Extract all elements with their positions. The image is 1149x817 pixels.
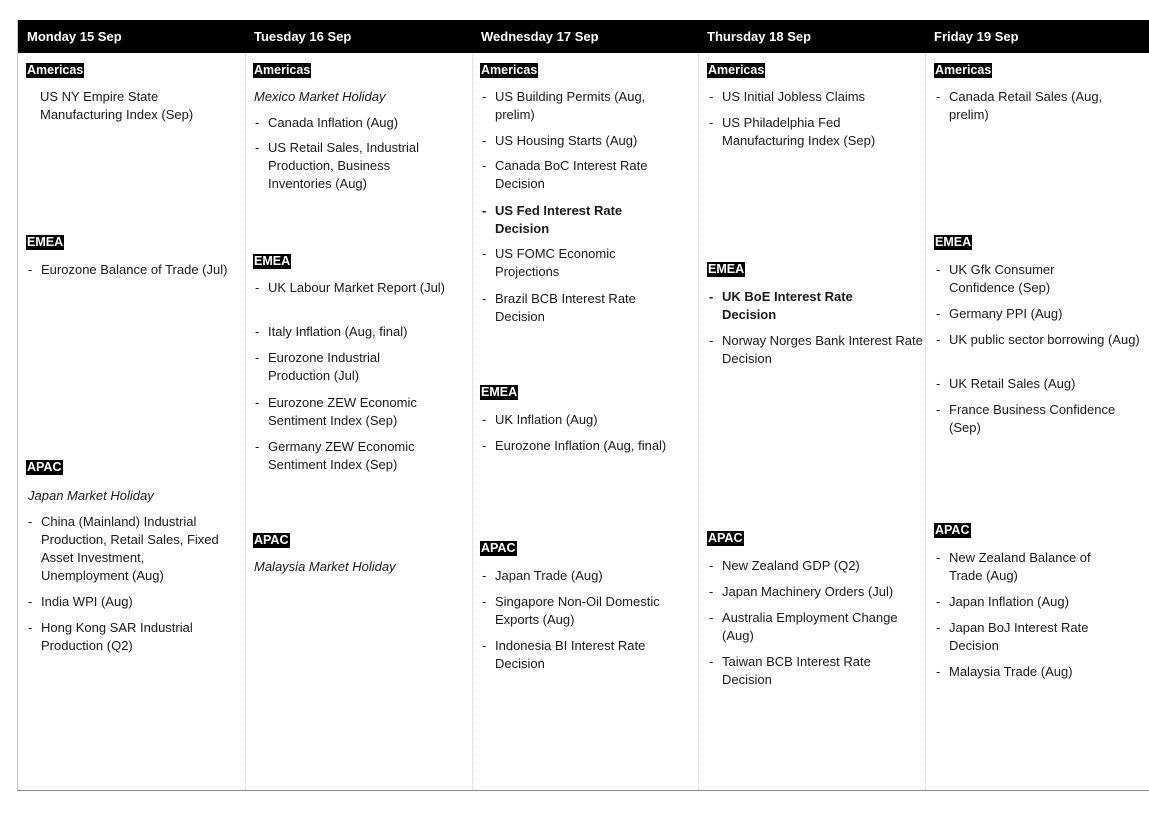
bullet-dash: - xyxy=(482,412,487,427)
region-badge-americas: Americas xyxy=(27,63,84,77)
event-text: Canada Inflation (Aug) xyxy=(268,115,399,130)
region-badge-emea: EMEA xyxy=(708,262,745,276)
event-text: Malaysia Trade (Aug) xyxy=(949,664,1073,679)
event-text: UK Inflation (Aug) xyxy=(495,412,598,427)
bullet-dash: - xyxy=(28,262,33,277)
event-text: New Zealand Balance of Trade (Aug) xyxy=(949,550,1091,583)
event-item xyxy=(709,332,925,368)
event-item xyxy=(936,261,1116,297)
column-divider xyxy=(925,53,926,790)
event-item xyxy=(709,88,919,106)
bullet-dash: - xyxy=(482,203,487,218)
event-item xyxy=(936,331,1146,349)
event-item-key xyxy=(482,202,652,238)
column-divider xyxy=(698,53,699,790)
event-item xyxy=(255,349,435,385)
bullet-dash: - xyxy=(28,620,33,635)
bullet-dash: - xyxy=(482,594,487,609)
region-badge-americas: Americas xyxy=(481,63,538,77)
bullet-dash: - xyxy=(482,158,487,173)
event-item xyxy=(709,653,899,689)
region-badge-emea: EMEA xyxy=(254,254,291,268)
event-text: US Fed Interest Rate Decision xyxy=(495,203,623,236)
event-item xyxy=(709,557,919,575)
region-badge-emea: EMEA xyxy=(481,385,518,399)
bullet-dash: - xyxy=(936,262,941,277)
event-item xyxy=(482,593,692,629)
event-text: Japan Inflation (Aug) xyxy=(949,594,1069,609)
event-item xyxy=(255,279,465,297)
region-badge-americas: Americas xyxy=(254,63,311,77)
event-text: UK BoE Interest Rate Decision xyxy=(722,289,853,322)
bullet-dash: - xyxy=(709,584,714,599)
region-badge-apac: APAC xyxy=(708,531,743,545)
event-text: Eurozone ZEW Economic Sentiment Index (Sep) xyxy=(268,395,417,428)
event-item xyxy=(482,637,672,673)
bullet-dash: - xyxy=(482,638,487,653)
bullet-dash: - xyxy=(255,115,260,130)
event-text: Taiwan BCB Interest Rate Decision xyxy=(722,654,871,687)
bullet-dash: - xyxy=(709,89,714,104)
bullet-dash: - xyxy=(482,568,487,583)
event-item xyxy=(936,401,1146,437)
event-text: US Philadelphia Fed Manufacturing Index (Sep) xyxy=(722,115,876,148)
market-holiday: Japan Market Holiday xyxy=(28,488,154,503)
event-text: Singapore Non-Oil Domestic Exports (Aug) xyxy=(495,594,660,627)
event-text: US Housing Starts (Aug) xyxy=(495,133,638,148)
event-item xyxy=(255,323,465,341)
event-item xyxy=(255,139,455,193)
day-header-friday: Friday 19 Sep xyxy=(934,29,1019,44)
event-text: Hong Kong SAR Industrial Production (Q2) xyxy=(41,620,193,653)
bullet-dash: - xyxy=(255,395,260,410)
event-text: UK Gfk Consumer Confidence (Sep) xyxy=(949,262,1055,295)
column-divider xyxy=(472,53,473,790)
event-item xyxy=(28,619,228,655)
event-item xyxy=(28,593,228,611)
event-text: US NY Empire State Manufacturing Index (Sep) xyxy=(40,89,194,122)
bullet-dash: - xyxy=(936,376,941,391)
event-text: Japan Trade (Aug) xyxy=(495,568,603,583)
event-item xyxy=(936,663,1136,681)
event-text: Italy Inflation (Aug, final) xyxy=(268,324,408,339)
event-item xyxy=(482,132,692,150)
bullet-dash: - xyxy=(28,594,33,609)
bullet-dash: - xyxy=(709,558,714,573)
event-item xyxy=(482,157,682,193)
day-header-monday: Monday 15 Sep xyxy=(27,29,122,44)
event-item xyxy=(482,88,682,124)
event-text: Eurozone Inflation (Aug, final) xyxy=(495,438,667,453)
bullet-dash: - xyxy=(255,350,260,365)
event-text: India WPI (Aug) xyxy=(41,594,133,609)
market-holiday: Mexico Market Holiday xyxy=(254,89,386,104)
bullet-dash: - xyxy=(28,514,33,529)
bullet-dash: - xyxy=(482,291,487,306)
bullet-dash: - xyxy=(482,246,487,261)
region-badge-americas: Americas xyxy=(708,63,765,77)
event-item xyxy=(936,619,1126,655)
market-holiday: Malaysia Market Holiday xyxy=(254,559,396,574)
event-item xyxy=(28,513,228,585)
event-item xyxy=(709,583,925,601)
event-item xyxy=(40,88,240,124)
bullet-dash: - xyxy=(709,654,714,669)
bullet-dash: - xyxy=(936,594,941,609)
event-text: China (Mainland) Industrial Production, Retail Sales, Fixed Asset Investment, Unemployment (Aug) xyxy=(41,514,219,583)
event-text: Germany PPI (Aug) xyxy=(949,306,1063,321)
bullet-dash: - xyxy=(255,280,260,295)
event-item xyxy=(255,438,445,474)
bullet-dash: - xyxy=(255,324,260,339)
bullet-dash: - xyxy=(709,333,714,348)
event-text: Canada Retail Sales (Aug, prelim) xyxy=(949,89,1103,122)
event-item xyxy=(28,261,238,279)
event-text: Indonesia BI Interest Rate Decision xyxy=(495,638,646,671)
event-text: Japan Machinery Orders (Jul) xyxy=(722,584,894,599)
event-item xyxy=(936,549,1126,585)
event-text: Norway Norges Bank Interest Rate Decision xyxy=(722,333,923,366)
event-text: UK public sector borrowing (Aug) xyxy=(949,332,1140,347)
event-text: UK Labour Market Report (Jul) xyxy=(268,280,446,295)
event-text: Eurozone Balance of Trade (Jul) xyxy=(41,262,228,277)
region-badge-apac: APAC xyxy=(935,523,970,537)
event-item xyxy=(482,245,662,281)
bullet-dash: - xyxy=(255,439,260,454)
event-item xyxy=(482,290,672,326)
region-badge-americas: Americas xyxy=(935,63,992,77)
day-header-thursday: Thursday 18 Sep xyxy=(707,29,812,44)
event-item xyxy=(482,411,692,429)
bullet-dash: - xyxy=(482,133,487,148)
event-item xyxy=(255,114,465,132)
event-item xyxy=(709,609,899,645)
day-header-wednesday: Wednesday 17 Sep xyxy=(481,29,599,44)
event-text: Australia Employment Change (Aug) xyxy=(722,610,898,643)
bullet-dash: - xyxy=(709,610,714,625)
bullet-dash: - xyxy=(936,402,941,417)
event-item xyxy=(709,114,909,150)
region-badge-emea: EMEA xyxy=(935,235,972,249)
column-divider xyxy=(245,53,246,790)
event-text: France Business Confidence (Sep) xyxy=(949,402,1116,435)
bullet-dash: - xyxy=(482,438,487,453)
event-text: US FOMC Economic Projections xyxy=(495,246,616,279)
bullet-dash: - xyxy=(936,306,941,321)
event-text: US Retail Sales, Industrial Production, Business Inventories (Aug) xyxy=(268,140,420,191)
event-text: Japan BoJ Interest Rate Decision xyxy=(949,620,1089,653)
day-header-tuesday: Tuesday 16 Sep xyxy=(254,29,352,44)
bullet-dash: - xyxy=(936,550,941,565)
bullet-dash: - xyxy=(936,89,941,104)
bullet-dash: - xyxy=(936,664,941,679)
economic-calendar xyxy=(17,20,1149,791)
region-badge-apac: APAC xyxy=(27,460,62,474)
bullet-dash: - xyxy=(709,289,714,304)
bullet-dash: - xyxy=(709,115,714,130)
event-text: New Zealand GDP (Q2) xyxy=(722,558,860,573)
event-text: US Building Permits (Aug, prelim) xyxy=(495,89,646,122)
region-badge-apac: APAC xyxy=(254,533,289,547)
region-badge-apac: APAC xyxy=(481,541,516,555)
event-text: Brazil BCB Interest Rate Decision xyxy=(495,291,636,324)
event-item xyxy=(482,437,702,455)
event-item xyxy=(936,305,1136,323)
event-text: Germany ZEW Economic Sentiment Index (Sep) xyxy=(268,439,415,472)
event-item xyxy=(255,394,445,430)
bullet-dash: - xyxy=(936,620,941,635)
event-text: UK Retail Sales (Aug) xyxy=(949,376,1076,391)
event-text: Canada BoC Interest Rate Decision xyxy=(495,158,648,191)
region-badge-emea: EMEA xyxy=(27,235,64,249)
event-item xyxy=(936,375,1136,393)
event-item xyxy=(936,88,1136,124)
bullet-dash: - xyxy=(936,332,941,347)
event-text: US Initial Jobless Claims xyxy=(722,89,866,104)
bullet-dash: - xyxy=(255,140,260,155)
bullet-dash: - xyxy=(482,89,487,104)
event-item xyxy=(482,567,692,585)
event-text: Eurozone Industrial Production (Jul) xyxy=(268,350,381,383)
event-item xyxy=(936,593,1136,611)
event-item-key xyxy=(709,288,899,324)
